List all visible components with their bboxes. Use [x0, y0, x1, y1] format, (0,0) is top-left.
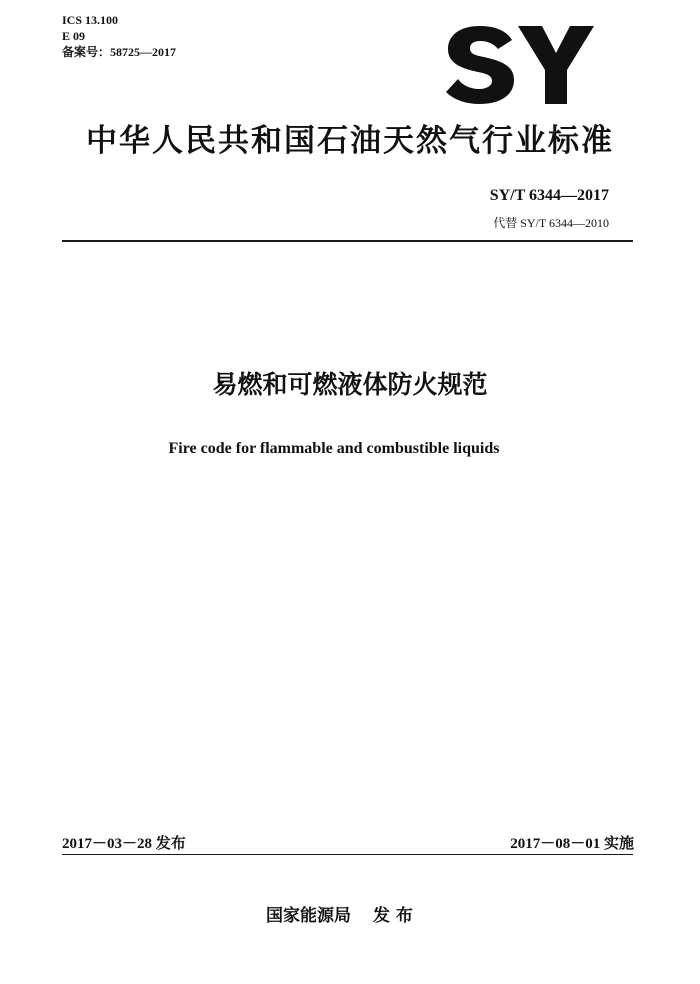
industry-standard-title: 中华人民共和国石油天然气行业标准: [86, 123, 614, 159]
ics-code: ICS 13.100: [62, 13, 119, 27]
replaced-standard: 代替 SY/T 6344—2010: [493, 216, 609, 230]
publisher-name: 国家能源局: [266, 906, 351, 926]
category-code: E 09: [62, 29, 86, 43]
standard-meta: [62, 12, 176, 60]
publisher: [266, 901, 413, 926]
sy-logo: [446, 26, 594, 104]
header-divider: [62, 240, 633, 242]
filing-number: 备案号：58725—2017: [62, 45, 177, 59]
standard-number: SY/T 6344—2017: [489, 187, 609, 204]
document-title-chinese: 易燃和可燃液体防火规范: [212, 370, 488, 399]
footer-divider: [62, 854, 633, 855]
issue-date: 2017－03－28 发布: [62, 836, 186, 852]
implementation-date: 2017－08－01 实施: [510, 836, 634, 852]
publish-action: 发 布: [373, 906, 413, 926]
document-title-english: Fire code for flammable and combustible liquids: [168, 440, 500, 457]
